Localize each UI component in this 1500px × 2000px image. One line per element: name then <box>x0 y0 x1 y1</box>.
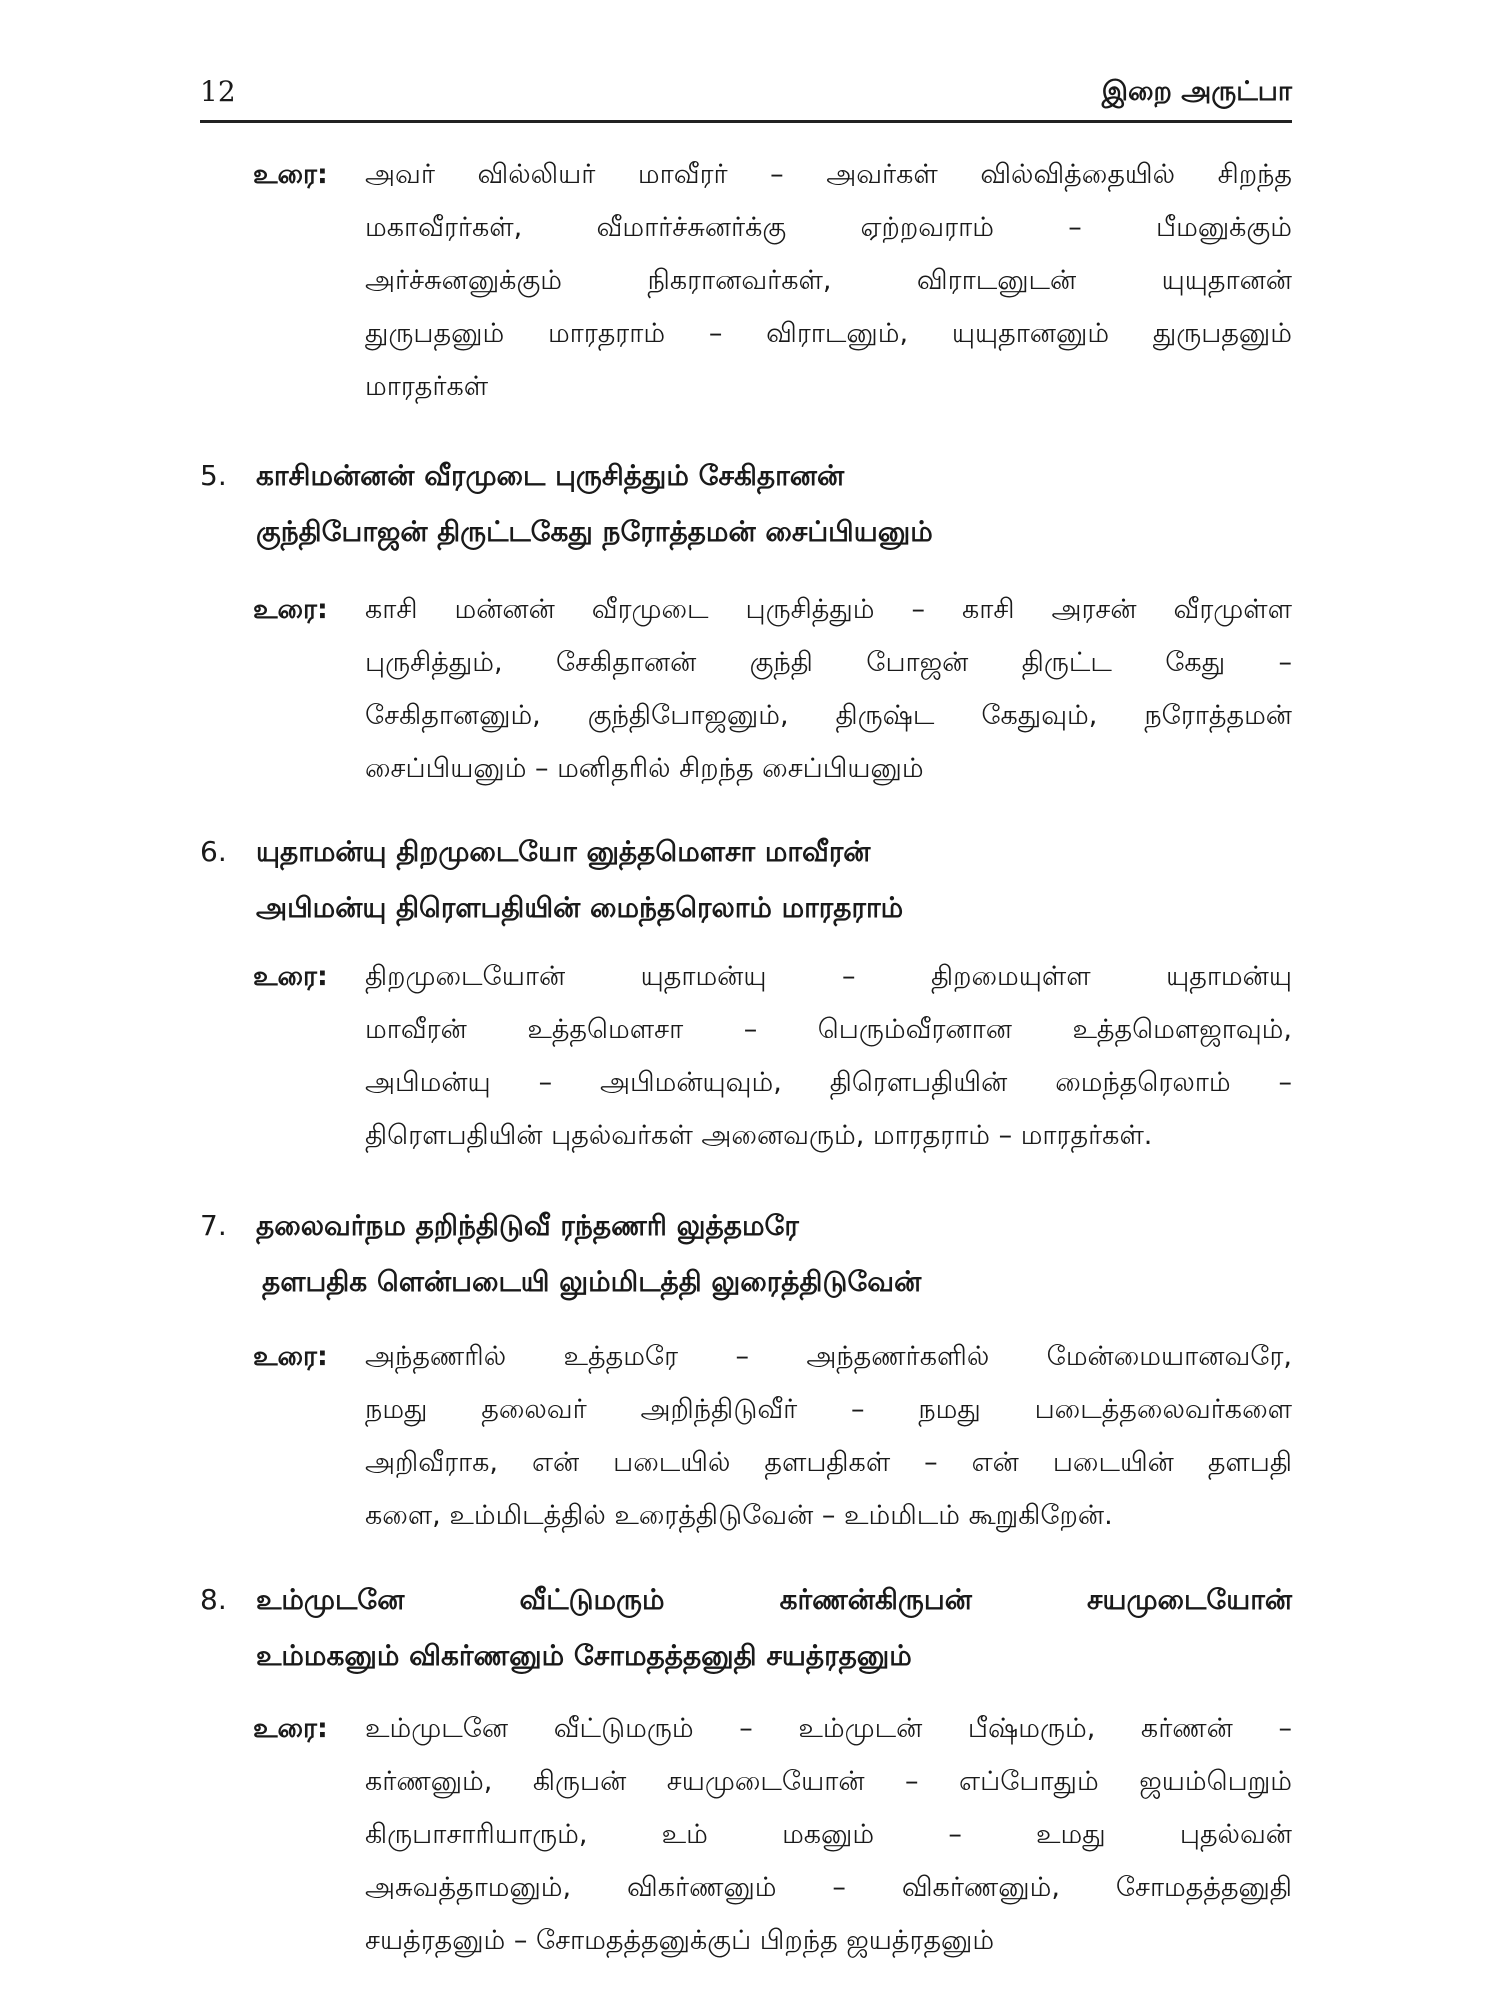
commentary-label: உரை: <box>253 1341 328 1372</box>
commentary-line: காசி மன்னன் வீரமுடை புருசித்தும் – காசி அரசன் வீரமுள்ள <box>365 594 1292 625</box>
commentary-line: சைப்பியனும் – மனிதரில் சிறந்த சைப்பியனும் <box>365 753 924 784</box>
commentary-line: அர்ச்சுனனுக்கும் நிகரானவர்கள், விராடனுடன் யுயுதானன் <box>365 265 1292 296</box>
verse-line: யுதாமன்யு திறமுடையோ னுத்தமௌசா மாவீரன் <box>256 835 871 868</box>
verse-number: 8. <box>200 1583 227 1616</box>
verse-line: தலைவர்நம தறிந்திடுவீ ரந்தணரி லுத்தமரே <box>256 1209 799 1242</box>
page-header <box>200 70 1292 114</box>
commentary-line: அபிமன்யு – அபிமன்யுவும், திரௌபதியின் மைந்தரெலாம் – <box>365 1067 1292 1098</box>
commentary-line: களை, உம்மிடத்தில் உரைத்திடுவேன் – உம்மிடம் கூறுகிறேன். <box>365 1500 1113 1531</box>
commentary-block-5 <box>253 583 1292 795</box>
commentary-line: சயத்ரதனும் – சோமதத்தனுக்குப் பிறந்த ஜயத்ரதனும் <box>365 1925 995 1956</box>
commentary-line: மாவீரன் உத்தமௌசா – பெரும்வீரனான உத்தமௌஜாவும், <box>365 1014 1292 1045</box>
commentary-line: திறமுடையோன் யுதாமன்யு – திறமையுள்ள யுதாமன்யு <box>365 961 1292 992</box>
verse-line: உம்மகனும் விகர்ணனும் சோமதத்தனுதி சயத்ரதனும் <box>256 1639 912 1672</box>
commentary-label: உரை: <box>253 159 328 190</box>
commentary-block-4 <box>253 148 1292 413</box>
commentary-line: அறிவீராக, என் படையில் தளபதிகள் – என் படையின் தளபதி <box>365 1447 1292 1478</box>
commentary-line: உம்முடனே வீட்டுமரும் – உம்முடன் பீஷ்மரும், கர்ணன் – <box>365 1713 1292 1744</box>
page-number: 12 <box>200 75 236 108</box>
verse-6 <box>200 824 1292 936</box>
commentary-label: உரை: <box>253 594 328 625</box>
commentary-line: அந்தணரில் உத்தமரே – அந்தணர்களில் மேன்மையானவரே, <box>365 1341 1292 1372</box>
verse-line: காசிமன்னன் வீரமுடை புருசித்தும் சேகிதானன் <box>256 459 845 492</box>
verse-line: அபிமன்யு திரௌபதியின் மைந்தரெலாம் மாரதராம் <box>256 891 904 924</box>
commentary-line: துருபதனும் மாரதராம் – விராடனும், யுயுதானனும் துருபதனும் <box>365 318 1292 349</box>
commentary-line: புருசித்தும், சேகிதானன் குந்தி போஜன் திருட்ட கேது – <box>365 647 1292 678</box>
commentary-line: திரௌபதியின் புதல்வர்கள் அனைவரும், மாரதராம் – மாரதர்கள். <box>365 1120 1153 1151</box>
verse-7 <box>200 1198 1292 1310</box>
commentary-label: உரை: <box>253 1713 328 1744</box>
commentary-line: கிருபாசாரியாரும், உம் மகனும் – உமது புதல்வன் <box>365 1819 1292 1850</box>
verse-5 <box>200 448 1292 560</box>
verse-line: உம்முடனே வீட்டுமரும் கர்ணன்கிருபன் சயமுடையோன் <box>256 1583 1292 1616</box>
verse-line: தளபதிக ளென்படையி லும்மிடத்தி லுரைத்திடுவேன் <box>262 1265 922 1298</box>
running-title: இறை அருட்பா <box>1101 76 1292 107</box>
commentary-label: உரை: <box>253 961 328 992</box>
verse-number: 5. <box>200 459 227 492</box>
commentary-block-8 <box>253 1702 1292 1967</box>
commentary-line: மாரதர்கள் <box>365 371 489 402</box>
verse-number: 7. <box>200 1209 227 1242</box>
commentary-line: மகாவீரர்கள், வீமார்ச்சுனர்க்கு ஏற்றவராம் – பீமனுக்கும் <box>365 212 1292 243</box>
commentary-line: அசுவத்தாமனும், விகர்ணனும் – விகர்ணனும், சோமதத்தனுதி <box>365 1872 1292 1903</box>
verse-8 <box>200 1572 1292 1684</box>
commentary-block-7 <box>253 1330 1292 1542</box>
header-rule <box>200 120 1292 123</box>
verse-line: குந்திபோஜன் திருட்டகேது நரோத்தமன் சைப்பியனும் <box>256 515 933 548</box>
verse-number: 6. <box>200 835 227 868</box>
commentary-line: நமது தலைவர் அறிந்திடுவீர் – நமது படைத்தலைவர்களை <box>365 1394 1292 1425</box>
commentary-line: சேகிதானனும், குந்திபோஜனும், திருஷ்ட கேதுவும், நரோத்தமன் <box>365 700 1292 731</box>
commentary-block-6 <box>253 950 1292 1162</box>
commentary-line: அவர் வில்லியர் மாவீரர் – அவர்கள் வில்வித்தையில் சிறந்த <box>365 159 1292 190</box>
commentary-line: கர்ணனும், கிருபன் சயமுடையோன் – எப்போதும் ஜயம்பெறும் <box>365 1766 1292 1797</box>
